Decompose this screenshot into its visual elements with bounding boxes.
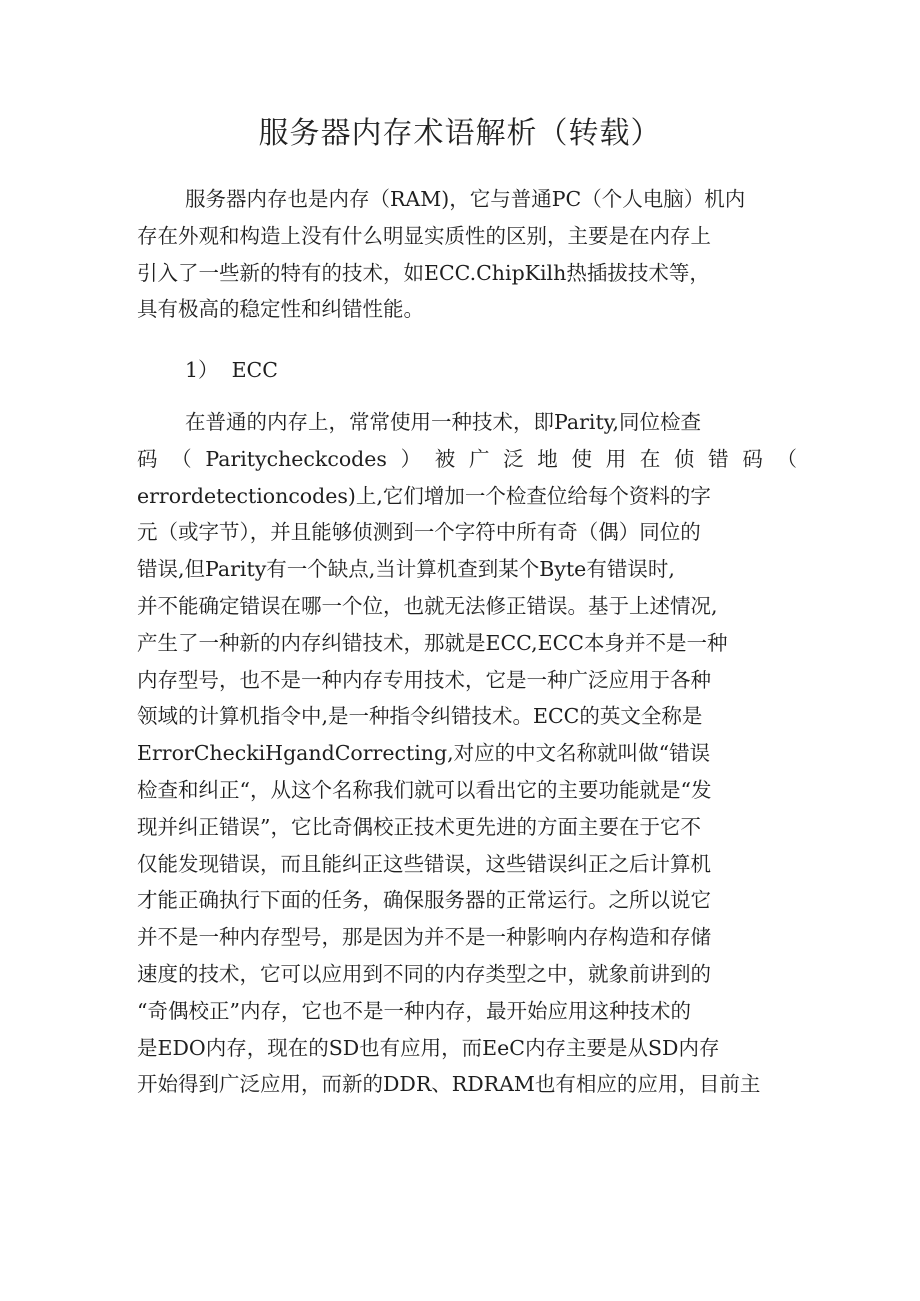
ecc-line: 检查和纠正“，从这个名称我们就可以看出它的主要功能就是“发 — [137, 777, 712, 802]
ecc-line: 并不能确定错误在哪一个位，也就无法修正错误。基于上述情况, — [137, 593, 718, 618]
ecc-line: 内存型号，也不是一种内存专用技术，它是一种广泛应用于各种 — [137, 667, 711, 692]
ecc-line: 并不是一种内存型号，那是因为并不是一种影响内存构造和存储 — [137, 925, 711, 950]
ecc-word: 地 — [537, 446, 558, 471]
intro-line: 服务器内存也是内存（RAM)，它与普通PC（个人电脑）机内 — [185, 187, 746, 211]
ecc-word: 侦 — [673, 446, 695, 471]
ecc-word: 泛 — [503, 446, 524, 471]
ecc-word: 错 — [708, 446, 729, 471]
ecc-line: errordetectioncodes)上,它们增加一个检查位给每个资料的字 — [137, 483, 711, 508]
ecc-line: 仅能发现错误，而且能纠正这些错误，这些错误纠正之后计算机 — [137, 851, 711, 876]
ecc-word: 码 — [137, 446, 158, 471]
ecc-line: “奇偶校正”内存，它也不是一种内存，最开始应用这种技术的 — [137, 998, 691, 1023]
ecc-paragraph — [137, 404, 797, 1103]
ecc-word: （ — [776, 446, 797, 471]
ecc-word: ） — [400, 446, 422, 471]
ecc-line: 现并纠正错误”，它比奇偶校正技术更先进的方面主要在于它不 — [137, 814, 701, 839]
document-title: 服务器内存术语解析（转载） — [258, 116, 662, 151]
ecc-word: 在 — [639, 446, 661, 471]
ecc-line-justified — [137, 441, 797, 478]
intro-line: 存在外观和构造上没有什么明显实质性的区别，主要是在内存上 — [137, 223, 711, 248]
ecc-word: Paritycheckcodes — [205, 446, 387, 471]
ecc-line: 领域的计算机指令中,是一种指令纠错技术。ECC的英文全称是 — [137, 704, 703, 729]
ecc-line: 在普通的内存上，常常使用一种技术，即Parity,同位检查 — [185, 410, 702, 434]
ecc-line: 元（或字节），并且能够侦测到一个字符中所有奇（偶）同位的 — [137, 520, 701, 545]
intro-line: 引入了一些新的特有的技术，如ECC.ChipKilh热插拔技术等， — [137, 260, 710, 285]
ecc-line: 产生了一种新的内存纠错技术，那就是ECC,ECC本身并不是一种 — [137, 630, 728, 655]
ecc-word: （ — [171, 446, 192, 471]
intro-line: 具有极高的稳定性和纠错性能。 — [137, 297, 424, 322]
ecc-line: 速度的技术，它可以应用到不同的内存类型之中，就象前讲到的 — [137, 961, 711, 986]
ecc-line: 开始得到广泛应用，而新的DDR、RDRAM也有相应的应用，目前主 — [137, 1072, 761, 1097]
ecc-word: 广 — [468, 446, 490, 471]
section-heading-ecc: 1） ECC — [185, 358, 278, 382]
ecc-line: 才能正确执行下面的任务，确保服务器的正常运行。之所以说它 — [137, 888, 711, 913]
ecc-line: 是EDO内存，现在的SD也有应用，而EeC内存主要是从SD内存 — [137, 1035, 720, 1060]
ecc-word: 码 — [742, 446, 763, 471]
ecc-word: 使 — [571, 446, 592, 471]
intro-paragraph — [137, 181, 797, 328]
ecc-line: 错误,但Parity有一个缺点,当计算机查到某个Byte有错误时, — [137, 557, 675, 582]
ecc-word: 用 — [605, 446, 627, 471]
ecc-word: 被 — [434, 446, 456, 471]
ecc-line: ErrorCheckiHgandCorrecting,对应的中文名称就叫做“错误 — [137, 741, 711, 766]
